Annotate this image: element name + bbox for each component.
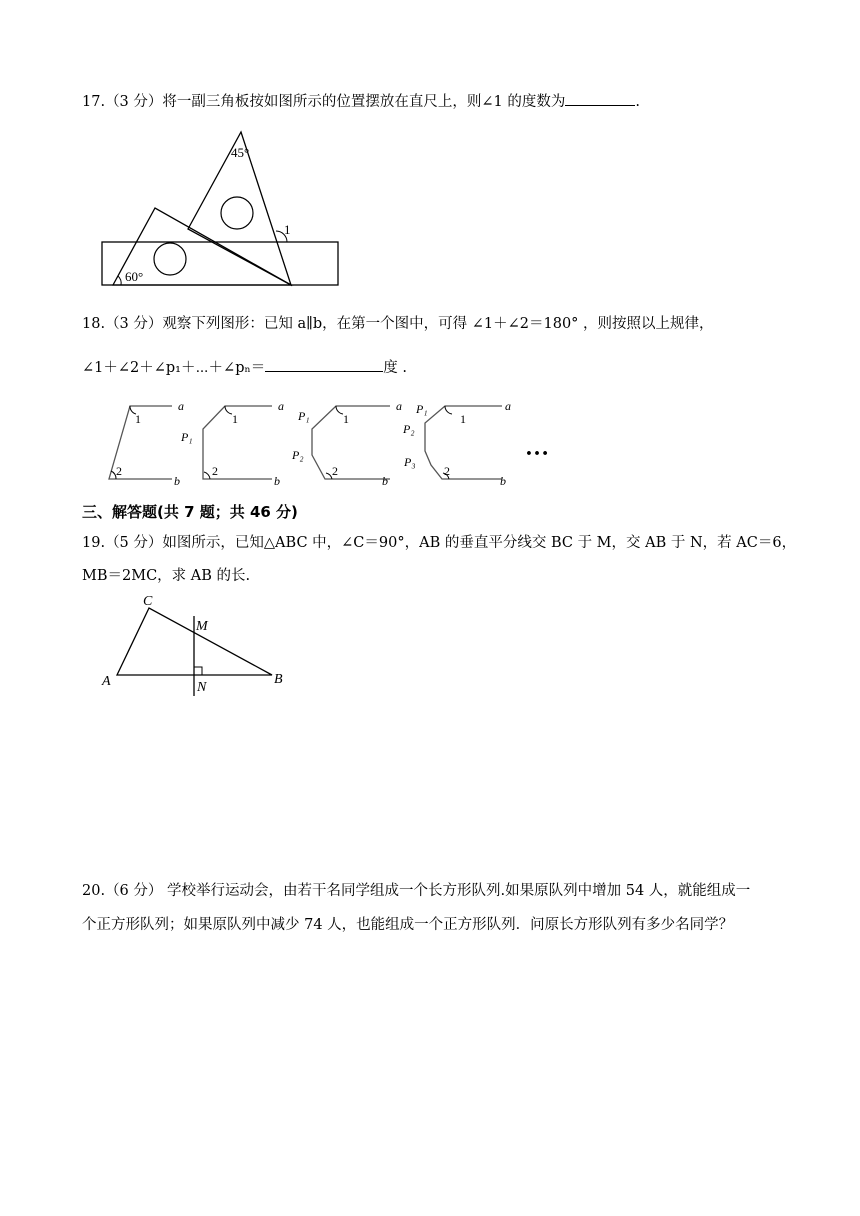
- q17-stem: 将一副三角板按如图所示的位置摆放在直尺上，则∠1 的度数为: [162, 94, 566, 110]
- q20-stem: 学校举行运动会，由若干名同学组成一个长方形队列.如果原队列中增加 54 人，就能组成一: [162, 883, 751, 899]
- q18-fig1-a: a: [178, 399, 184, 413]
- label-N: N: [197, 680, 207, 695]
- q18-score: （3 分）: [105, 316, 163, 332]
- q19-text-line1: [82, 531, 796, 552]
- q18-fig3-p2: P₂: [292, 448, 304, 462]
- q18-fig4-1: 1: [460, 412, 466, 426]
- q18-text-line1: [82, 312, 714, 333]
- q18-fig4-a: a: [505, 399, 511, 413]
- q18-fig3-2: 2: [332, 464, 338, 478]
- q18-fig-4: [402, 399, 511, 488]
- q18-number: 18.: [82, 316, 106, 332]
- q17-answer-blank: [565, 91, 635, 106]
- section-3-title: 三、解答题(共 7 题；共 46 分): [82, 503, 298, 521]
- q19-number: 19.: [82, 535, 106, 551]
- q18-fig4-p3: P₃: [404, 455, 416, 469]
- q18-answer-blank: [265, 357, 383, 372]
- label-A: A: [102, 674, 111, 689]
- q18-fig3-b: b: [382, 474, 388, 488]
- label-M: M: [196, 619, 208, 634]
- q18-fig2-2: 2: [212, 464, 218, 478]
- q18-fig4-2: 2: [444, 464, 450, 478]
- q18-fig4-p2: P₂: [403, 422, 415, 436]
- q19-figure: [100, 590, 300, 700]
- q18-stem: 观察下列图形：已知 a∥b，在第一个图中，可得 ∠1＋∠2＝180° ，则按照以上规律，: [162, 316, 714, 332]
- triangle-hole-bottom: [154, 243, 186, 275]
- triangle-hole-top: [221, 197, 253, 229]
- q20-text-line1: [82, 879, 750, 900]
- q18-unit: 度 .: [383, 360, 407, 376]
- q18-fig3-1: 1: [343, 412, 349, 426]
- q18-fig2-p1: P₁: [181, 430, 193, 444]
- q17-end: .: [635, 94, 640, 110]
- q18-continuation-dots: …: [525, 435, 549, 461]
- q18-fig-2: [180, 399, 284, 488]
- q18-fig1-2: 2: [116, 464, 122, 478]
- label-45: 45°: [231, 145, 250, 160]
- q18-fig-3: [291, 399, 402, 488]
- q18-fig1-b: b: [174, 474, 180, 488]
- q18-fig4-b: b: [500, 474, 506, 488]
- q18-fig3-p1: P₁: [298, 409, 310, 423]
- angle-60-arc: [118, 276, 121, 285]
- q20-score: （6 分）: [105, 883, 163, 899]
- q18-formula: ∠1＋∠2＋∠p₁＋⋯＋∠pₙ＝: [82, 360, 266, 376]
- q18-figure: [100, 393, 560, 493]
- q18-fig3-a: a: [396, 399, 402, 413]
- label-B: B: [274, 672, 283, 687]
- q17-text: [82, 90, 640, 111]
- q17-figure: [95, 128, 355, 290]
- right-angle-mark: [194, 667, 202, 675]
- q18-fig1-1: 1: [135, 412, 141, 426]
- label-C: C: [143, 594, 153, 609]
- label-60: 60°: [125, 269, 144, 284]
- q18-fig2-a: a: [278, 399, 284, 413]
- q18-fig2-1: 1: [232, 412, 238, 426]
- q18-fig4-p1: P₁: [416, 402, 428, 416]
- q19-text-line2: MB＝2MC，求 AB 的长.: [82, 568, 251, 584]
- q18-text-line2: [82, 356, 407, 377]
- q18-fig-1: [109, 399, 184, 488]
- q19-stem: 如图所示，已知△ABC 中，∠C＝90°，AB 的垂直平分线交 BC 于 M，交 AB 于 N，若 AC＝6，: [162, 535, 797, 551]
- q20-text-line2: 个正方形队列；如果原队列中减少 74 人，也能组成一个正方形队列．问原长方形队列有多少名同学？: [82, 917, 734, 933]
- label-1: 1: [284, 222, 291, 237]
- q18-fig2-b: b: [274, 474, 280, 488]
- q19-score: （5 分）: [105, 535, 163, 551]
- q17-number: 17.: [82, 94, 106, 110]
- q17-score: （3 分）: [105, 94, 163, 110]
- q20-number: 20.: [82, 883, 106, 899]
